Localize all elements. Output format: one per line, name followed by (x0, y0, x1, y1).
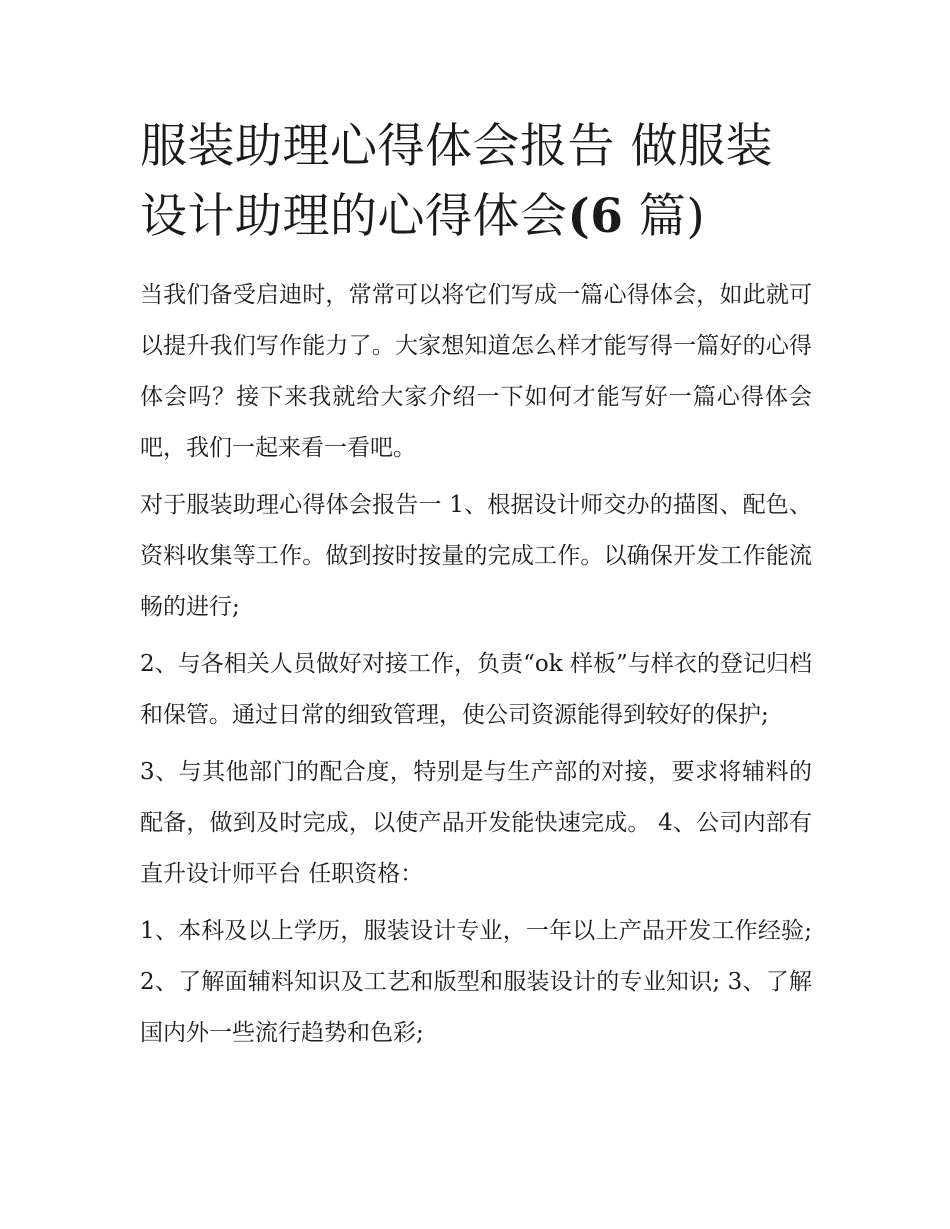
paragraph-intro: 当我们备受启迪时，常常可以将它们写成一篇心得体会，如此就可以提升我们写作能力了。大家想知道怎么样才能写得一篇好的心得体会吗？接下来我就给大家介绍一下如何才能写好一篇心得体会吧，我们一起来看一看吧。 (140, 282, 812, 461)
paragraph-item-1: 对于服装助理心得体会报告一 1、根据设计师交办的描图、配色、资料收集等工作。做到按时按量的完成工作。以确保开发工作能流畅的进行; (140, 492, 812, 620)
document-title (140, 112, 812, 252)
document-page (140, 112, 812, 1065)
document-body (140, 270, 812, 1059)
title-text: 服装助理心得体会报告 做服装设计助理的心得体会 (140, 119, 773, 244)
paragraph-item-3: 3、与其他部门的配合度，特别是与生产部的对接，要求将辅料的配备，做到及时完成，以使产品开发能快速完成。 4、公司内部有直升设计师平台 任职资格： (140, 759, 812, 887)
paragraph-item-2: 2、与各相关人员做好对接工作，负责“ok 样板”与样衣的登记归档和保管。通过日常的细致管理，使公司资源能得到较好的保护; (140, 651, 812, 728)
title-count: (6 (567, 189, 624, 244)
paragraph-qualifications: 1、本科及以上学历，服装设计专业，一年以上产品开发工作经验; 2、了解面辅料知识及工艺和版型和服装设计的专业知识; 3、了解国内外一些流行趋势和色彩; (140, 918, 812, 1046)
title-suffix: 篇) (623, 189, 706, 244)
